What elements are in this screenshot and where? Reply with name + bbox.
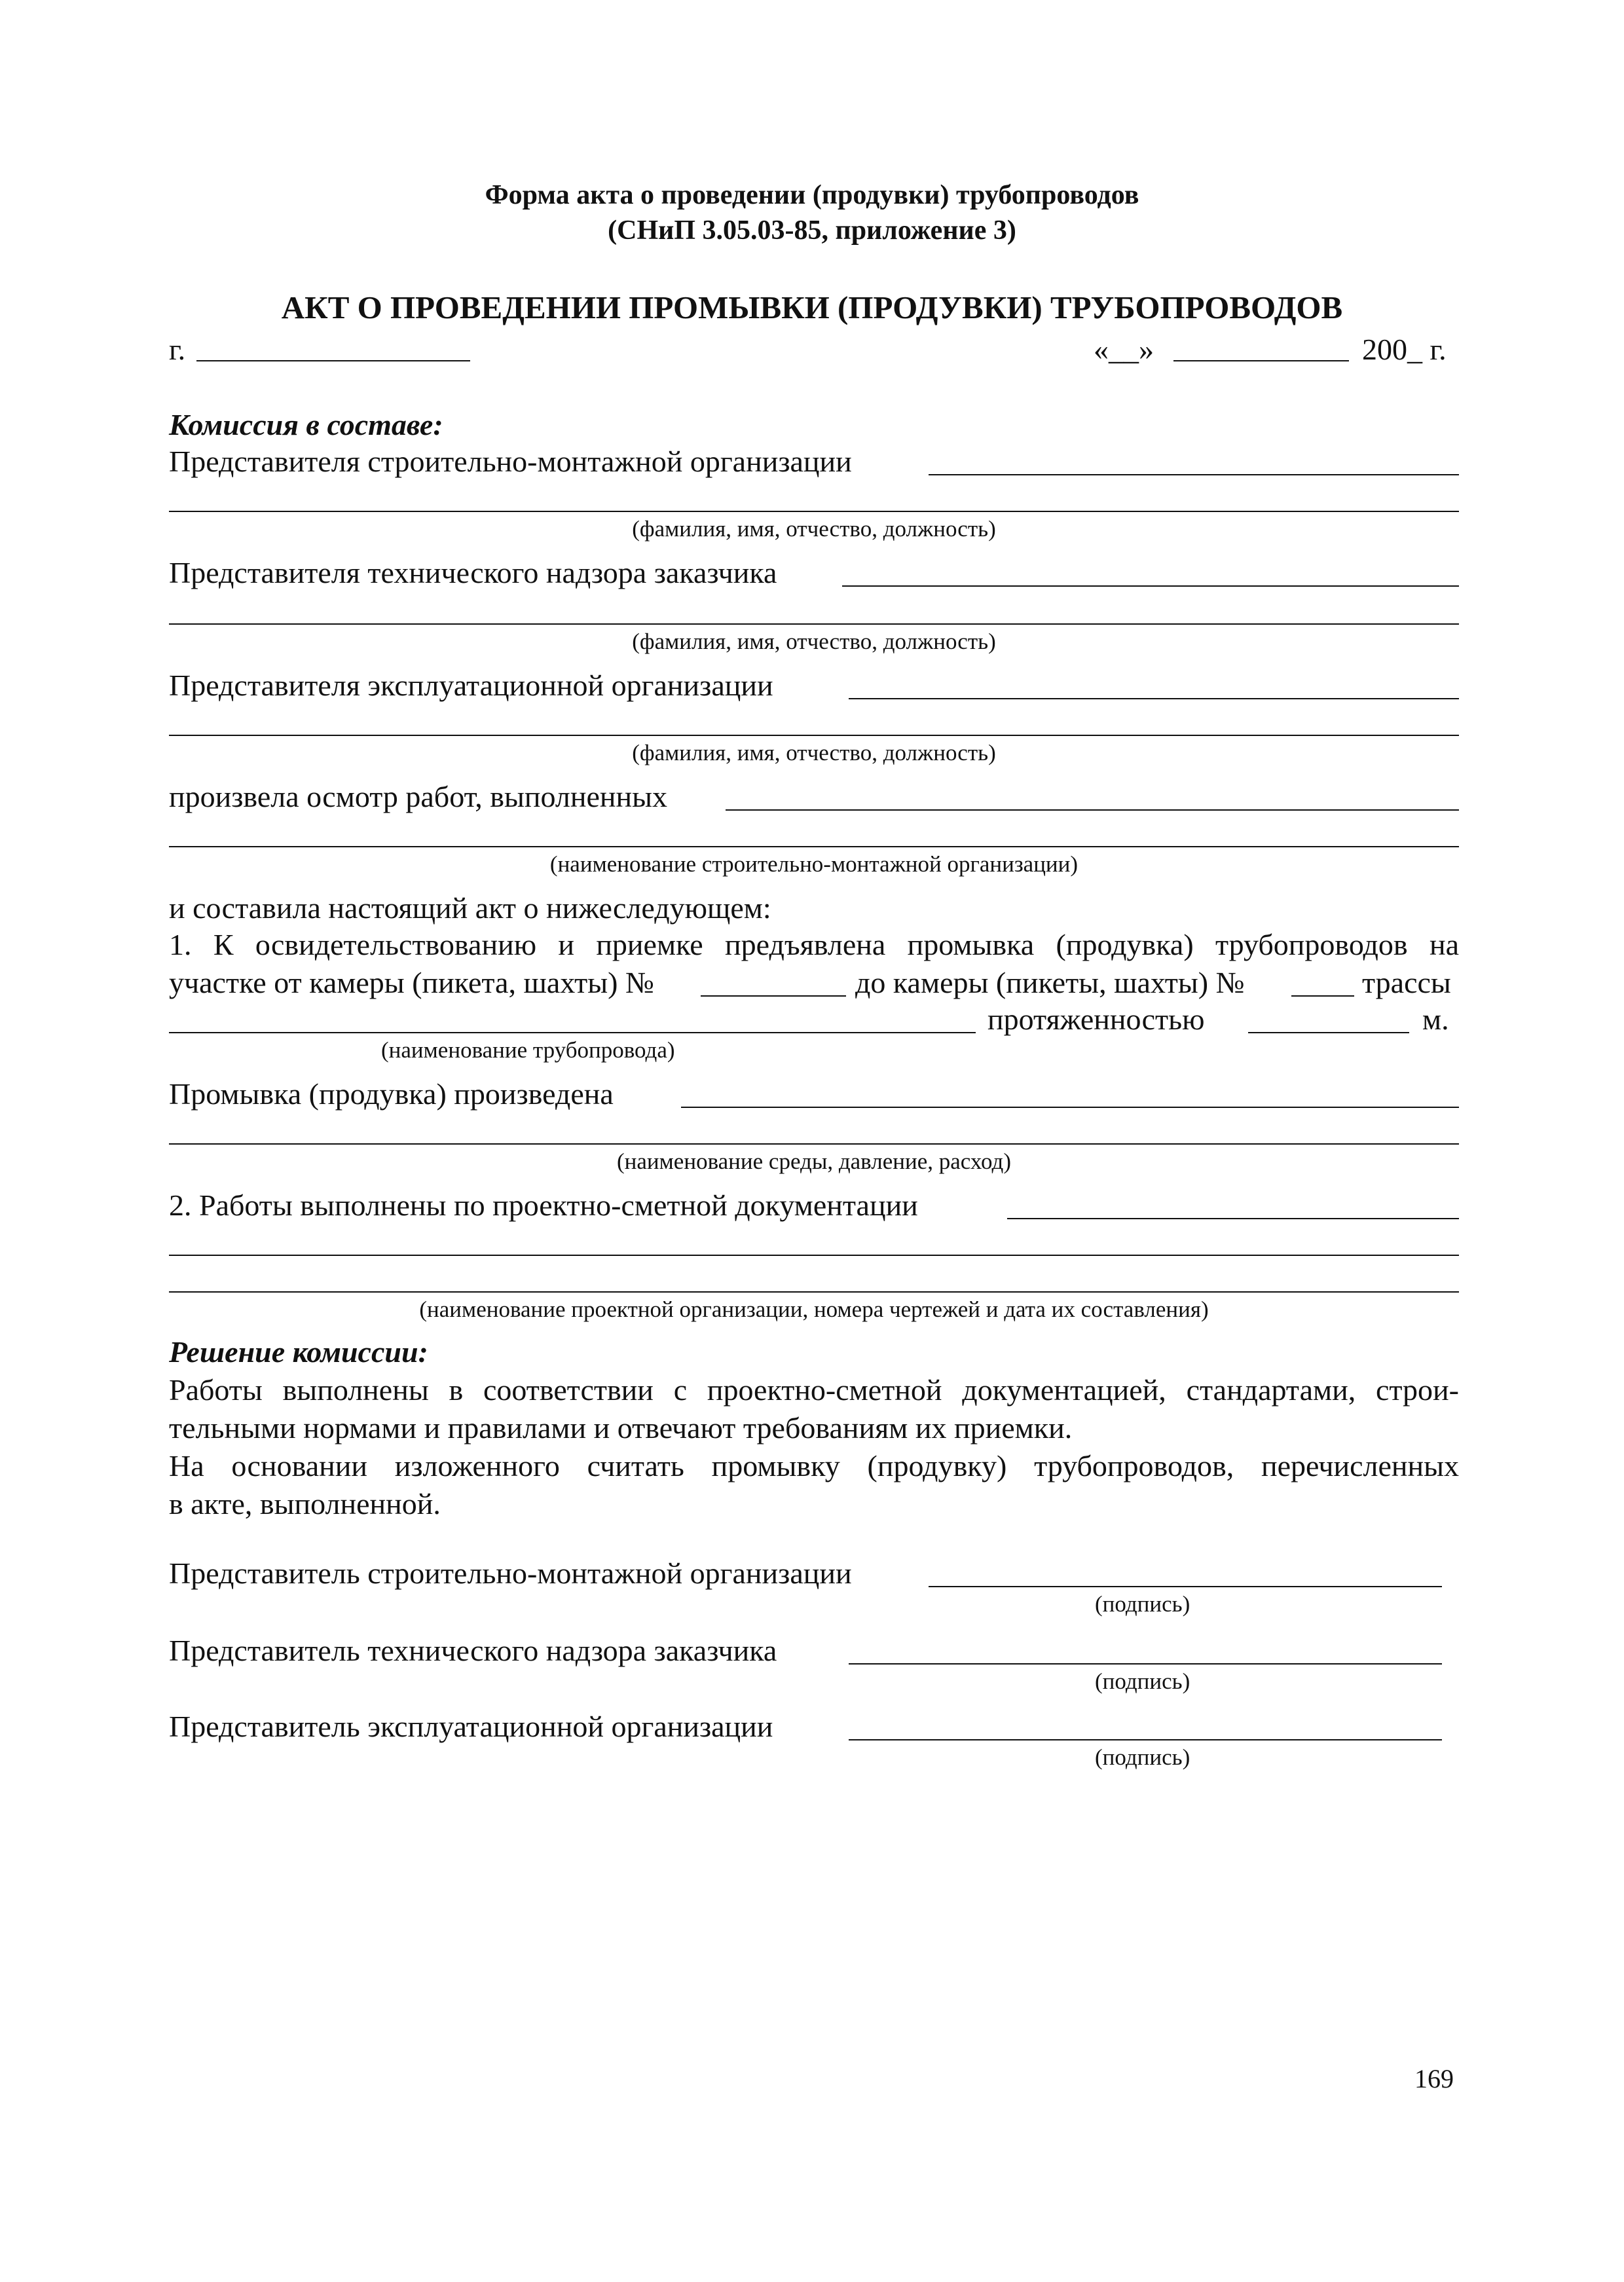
year-text: 200_ г. — [1362, 333, 1447, 366]
rep3-blank[interactable] — [849, 698, 1459, 699]
medium-note: (наименование среды, давление, расход) — [617, 1149, 1011, 1174]
decision-heading: Решение комиссии: — [169, 1335, 428, 1369]
decision-p2-line1: На основании изложенного считать промывку (продувку) трубопроводов, перечисленных — [169, 1449, 1459, 1482]
month-blank[interactable] — [1173, 360, 1349, 361]
rep2-fio-note: (фамилия, имя, отчество, должность) — [632, 629, 996, 654]
sig3-note: (подпись) — [1095, 1744, 1190, 1770]
rep2-label: Представителя технического надзора заказчика — [169, 556, 777, 589]
flush-blank[interactable] — [681, 1107, 1459, 1108]
inspection-blank[interactable] — [726, 809, 1459, 811]
rep3-fio-note: (фамилия, имя, отчество, должность) — [632, 740, 996, 765]
pipeline-note: (наименование трубопровода) — [381, 1037, 675, 1063]
item1-line1: 1. К освидетельствованию и приемке предъявлена промывка (продувка) трубопроводов на — [169, 928, 1459, 961]
sig3-label: Представитель эксплуатационной организации — [169, 1710, 773, 1743]
project-note: (наименование проектной организации, номера чертежей и дата их составления) — [419, 1297, 1209, 1322]
page-number: 169 — [1414, 2064, 1454, 2093]
sig2-blank[interactable] — [849, 1663, 1442, 1665]
rep3-blank-2[interactable] — [169, 735, 1459, 736]
sig3-blank[interactable] — [849, 1739, 1442, 1740]
decision-p1-line2: тельными нормами и правилами и отвечают требованиям их приемки. — [169, 1411, 1073, 1445]
inspection-intro: и составила настоящий акт о нижеследующем: — [169, 891, 771, 925]
city-prefix: г. — [169, 333, 186, 366]
rep3-label: Представителя эксплуатационной организации — [169, 669, 773, 702]
item1-route-label: трассы — [1362, 966, 1451, 999]
sig1-label: Представитель строительно-монтажной организации — [169, 1556, 852, 1590]
rep1-fio-note: (фамилия, имя, отчество, должность) — [632, 516, 996, 542]
item2-label: 2. Работы выполнены по проектно-сметной документации — [169, 1188, 918, 1222]
day-quote: «__» — [1094, 333, 1154, 366]
rep1-blank-2[interactable] — [169, 511, 1459, 512]
decision-p2-line2: в акте, выполненной. — [169, 1487, 441, 1520]
from-number-blank[interactable] — [701, 995, 846, 997]
to-number-blank[interactable] — [1291, 995, 1354, 997]
length-label: протяженностью — [987, 1003, 1205, 1036]
item1-from-label: участке от камеры (пикета, шахты) № — [169, 966, 654, 999]
city-blank[interactable] — [196, 360, 470, 361]
form-title: Форма акта о проведении (продувки) трубопроводов — [485, 180, 1139, 210]
rep2-blank[interactable] — [842, 585, 1459, 587]
project-blank[interactable] — [1007, 1218, 1459, 1219]
inspection-label: произвела осмотр работ, выполненных — [169, 780, 667, 813]
decision-p1-line1: Работы выполнены в соответствии с проектно-сметной документацией, стандартами, строи- — [169, 1373, 1459, 1407]
commission-heading: Комиссия в составе: — [169, 408, 443, 441]
item1-to-label: до камеры (пикеты, шахты) № — [855, 966, 1245, 999]
flush-blank-2[interactable] — [169, 1143, 1459, 1145]
org-note: (наименование строительно-монтажной организации) — [549, 851, 1079, 877]
project-blank-3[interactable] — [169, 1291, 1459, 1293]
unit-m: м. — [1422, 1003, 1449, 1036]
rep2-blank-2[interactable] — [169, 623, 1459, 625]
rep1-label: Представителя строительно-монтажной организации — [169, 445, 852, 478]
inspection-blank-2[interactable] — [169, 846, 1459, 847]
flush-label: Промывка (продувка) произведена — [169, 1077, 614, 1111]
sig2-note: (подпись) — [1095, 1668, 1190, 1694]
project-blank-2[interactable] — [169, 1255, 1459, 1256]
rep1-blank[interactable] — [929, 474, 1459, 475]
length-blank[interactable] — [1248, 1032, 1409, 1033]
act-title: АКТ О ПРОВЕДЕНИИ ПРОМЫВКИ (ПРОДУВКИ) ТРУБОПРОВОДОВ — [281, 289, 1343, 325]
sig1-note: (подпись) — [1095, 1591, 1190, 1617]
sig2-label: Представитель технического надзора заказчика — [169, 1634, 777, 1667]
sig1-blank[interactable] — [929, 1586, 1442, 1587]
pipeline-name-blank[interactable] — [169, 1032, 976, 1033]
form-subtitle: (СНиП 3.05.03-85, приложение 3) — [608, 215, 1016, 246]
